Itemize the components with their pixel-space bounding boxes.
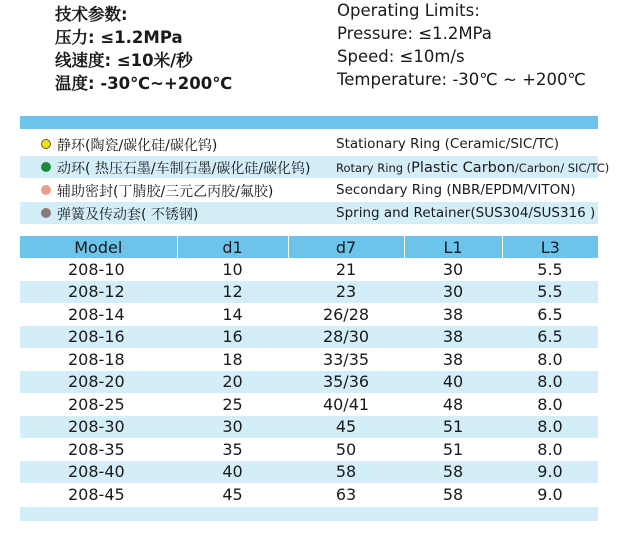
table-row [20,416,598,439]
header-d1: d1 [177,236,288,258]
cell-model: 208-40 [20,461,177,484]
cell-d7: 33/35 [322,349,370,369]
material-dot-icon [41,162,51,172]
cn-temperature: 温度: -30℃~+200℃ [55,74,233,93]
material-cn-label: 辅助密封(丁腈胶/三元乙丙胶/氟胶) [57,184,274,200]
table-header-row [20,236,598,258]
material-dot-icon [41,185,51,195]
table-row [20,483,598,506]
cell-l3: 6.5 [502,326,598,349]
cell-l1: 48 [442,394,464,414]
cn-pressure: 压力: ≤1.2MPa [55,28,183,47]
dimensions-table [20,236,598,506]
table-row [20,303,598,326]
cell-d7: 63 [335,484,357,504]
cell-l3: 8.0 [502,371,598,394]
cell-d7: 50 [335,439,357,459]
cell-d1: 20 [177,371,288,394]
cell-d1: 10 [222,259,243,279]
cell-d1: 30 [177,416,288,439]
cell-model: 208-10 [68,259,125,279]
cell-model: 208-18 [68,349,125,369]
material-row-rotary-ring [20,156,610,178]
material-dot-icon [41,208,51,218]
cell-d7: 23 [288,281,404,304]
cell-l1: 58 [404,461,502,484]
cell-l3: 9.0 [502,461,598,484]
material-row-stationary-ring [20,133,598,155]
cell-d7: 40/41 [322,394,370,414]
cell-l1: 30 [404,281,502,304]
cell-l3: 8.0 [502,416,598,439]
cell-l1: 30 [442,259,464,279]
cell-d1: 18 [222,349,243,369]
section-divider-bar [20,116,598,129]
table-footer-stripe [20,507,598,521]
cn-speed: 线速度: ≤10米/秒 [55,51,193,70]
cell-d7: 28/30 [288,326,404,349]
header-d7: d7 [288,236,404,258]
table-row [20,393,598,416]
table-row [20,461,598,484]
en-temperature: Temperature: -30℃ ~ +200℃ [337,70,586,89]
table-row [20,258,598,281]
cell-l3: 5.5 [502,281,598,304]
en-pressure: Pressure: ≤1.2MPa [337,24,492,43]
table-row [20,348,598,371]
cell-l1: 40 [404,371,502,394]
table-row [20,281,598,304]
material-cn-label: 弹簧及传动套( 不锈钢) [57,207,199,223]
cell-d1: 35 [222,439,243,459]
header-model: Model [20,236,177,258]
cell-l3: 8.0 [537,394,563,414]
material-dot-icon [41,139,51,149]
cell-d1: 14 [222,304,243,324]
cell-model: 208-35 [68,439,125,459]
material-en-label: Spring and Retainer(SUS304/SUS316 ) [336,205,596,221]
cell-l3: 5.5 [537,259,563,279]
cell-l1: 38 [442,349,464,369]
material-en-label: Stationary Ring (Ceramic/SIC/TC) [336,136,560,152]
cell-d7: 58 [288,461,404,484]
table-row [20,371,598,394]
cell-d1: 16 [177,326,288,349]
cell-d1: 40 [177,461,288,484]
en-speed: Speed: ≤10m/s [337,47,465,66]
cell-d1: 12 [177,281,288,304]
cell-d7: 45 [288,416,404,439]
cell-model: 208-16 [20,326,177,349]
cell-d1: 45 [222,484,243,504]
material-en-label: Rotary Ring (Plastic Carbon/Carbon/ SIC/TC) [336,160,610,176]
cell-l1: 51 [442,439,464,459]
cell-l1: 58 [442,484,464,504]
cn-specs-title: 技术参数: [55,5,128,24]
cell-l3: 8.0 [537,439,563,459]
cell-d7: 35/36 [288,371,404,394]
operating-limits-section [0,0,624,100]
cell-d1: 25 [222,394,243,414]
material-cn-label: 动环( 热压石墨/车制石墨/碳化硅/碳化钨) [57,161,311,177]
cell-model: 208-25 [68,394,125,414]
cell-model: 208-14 [68,304,125,324]
material-cn-label: 静环(陶瓷/碳化硅/碳化钨) [57,138,218,154]
header-l1: L1 [404,236,502,258]
cell-l3: 9.0 [537,484,563,504]
cell-d7: 21 [335,259,357,279]
cell-l1: 51 [404,416,502,439]
en-specs-title: Operating Limits: [337,1,480,20]
table-row [20,326,598,349]
header-l3: L3 [502,236,598,258]
cell-l3: 8.0 [537,349,563,369]
cell-l1: 38 [404,326,502,349]
cell-model: 208-45 [68,484,125,504]
material-row-spring-retainer [20,202,598,224]
cell-d7: 26/28 [322,304,370,324]
material-row-secondary-ring [20,179,598,201]
material-en-label: Secondary Ring (NBR/EPDM/VITON) [336,182,576,198]
cell-model: 208-30 [20,416,177,439]
table-row [20,438,598,461]
cell-model: 208-20 [20,371,177,394]
cell-model: 208-12 [20,281,177,304]
cell-l3: 6.5 [537,304,563,324]
cell-l1: 38 [442,304,464,324]
